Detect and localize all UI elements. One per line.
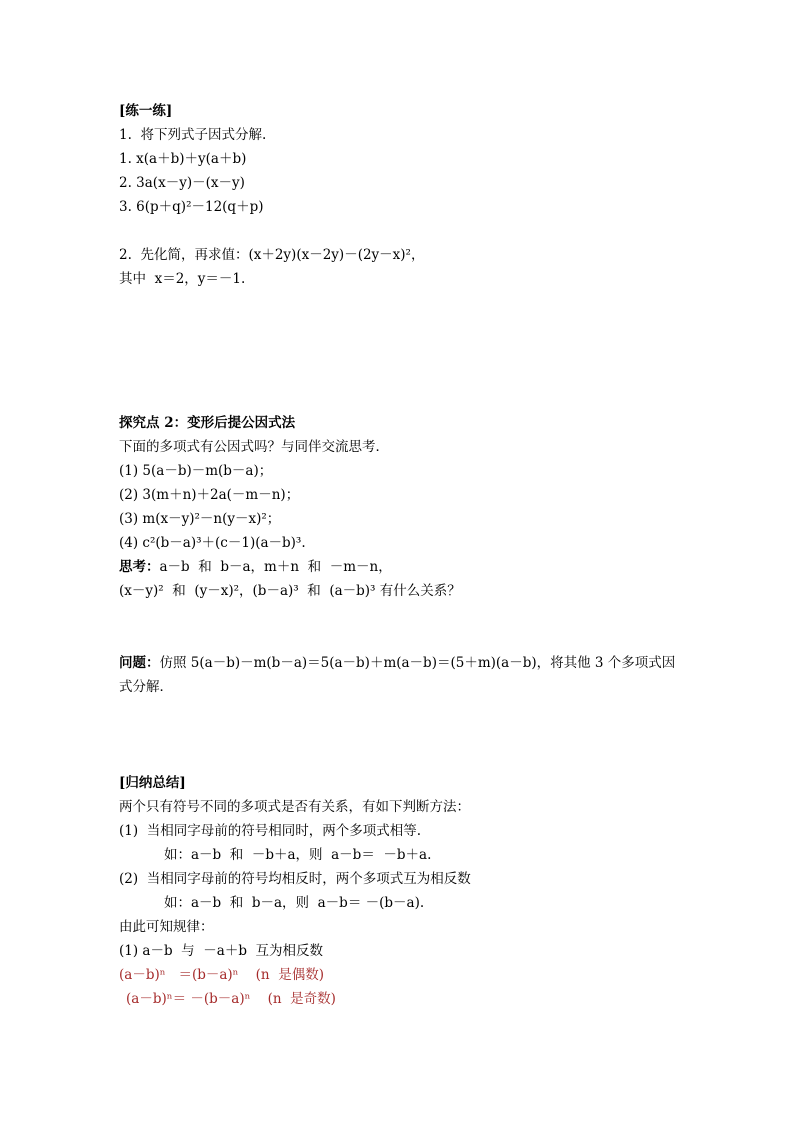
summary-heading: [归纳总结] [119, 775, 186, 791]
summary-rule2: (2) 当相同字母前的符号均相反时，两个多项式互为相反数 [119, 871, 471, 887]
question-label: 问题： [119, 655, 160, 671]
summary-law-odd: (a－b)ⁿ＝ －(b－a)ⁿ (n 是奇数) [126, 991, 336, 1007]
summary-rule1: (1) 当相同字母前的符号相同时，两个多项式相等. [119, 823, 421, 839]
think-line1 [119, 558, 392, 576]
practice-q1-item: 2. 3a(x－y)－(x－y) [119, 175, 245, 191]
question-text: 仿照 5(a－b)－m(b－a)＝5(a－b)＋m(a－b)＝(5＋m)(a－b)，将其他 3 个多项式因 [159, 655, 676, 671]
summary-rule1-example: 如：a－b 和 －b＋a，则 a－b＝ －b＋a. [164, 847, 432, 863]
think-label: 思考： [119, 559, 160, 575]
practice-q1-title: 1. 将下列式子因式分解. [119, 127, 267, 143]
practice-q2-line2: 其中 x＝2，y＝－1. [119, 271, 246, 287]
practice-heading: [练一练] [119, 103, 173, 119]
question-line1 [119, 654, 675, 672]
think-text: a－b 和 b－a，m＋n 和 －m－n， [159, 559, 392, 575]
practice-q1-item: 1. x(a＋b)＋y(a＋b) [119, 151, 247, 167]
explore-heading: 探究点 2：变形后提公因式法 [119, 415, 296, 431]
summary-law-even: (a－b)ⁿ ＝(b－a)ⁿ (n 是偶数) [119, 967, 324, 983]
explore-intro: 下面的多项式有公因式吗？与同伴交流思考． [119, 439, 389, 455]
practice-q2-line1: 2. 先化简，再求值：(x＋2y)(x－2y)－(2y－x)²， [119, 247, 425, 263]
summary-law1: (1) a－b 与 －a＋b 互为相反数 [119, 943, 324, 959]
explore-item: (1) 5(a－b)－m(b－a)； [119, 463, 273, 479]
explore-item: (4) c²(b－a)³＋(c－1)(a－b)³. [119, 535, 306, 551]
think-line2: (x－y)² 和 (y－x)²，(b－a)³ 和 (a－b)³ 有什么关系？ [119, 583, 461, 599]
summary-intro: 两个只有符号不同的多项式是否有关系，有如下判断方法： [119, 799, 470, 815]
summary-conclude: 由此可知规律： [119, 919, 214, 935]
explore-item: (3) m(x－y)²－n(y－x)²； [119, 511, 281, 527]
practice-q1-item: 3. 6(p＋q)²－12(q＋p) [119, 199, 264, 215]
summary-rule2-example: 如：a－b 和 b－a，则 a－b＝ －(b－a). [164, 895, 425, 911]
explore-item: (2) 3(m＋n)＋2a(－m－n)； [119, 487, 300, 503]
question-line2: 式分解． [119, 679, 173, 695]
